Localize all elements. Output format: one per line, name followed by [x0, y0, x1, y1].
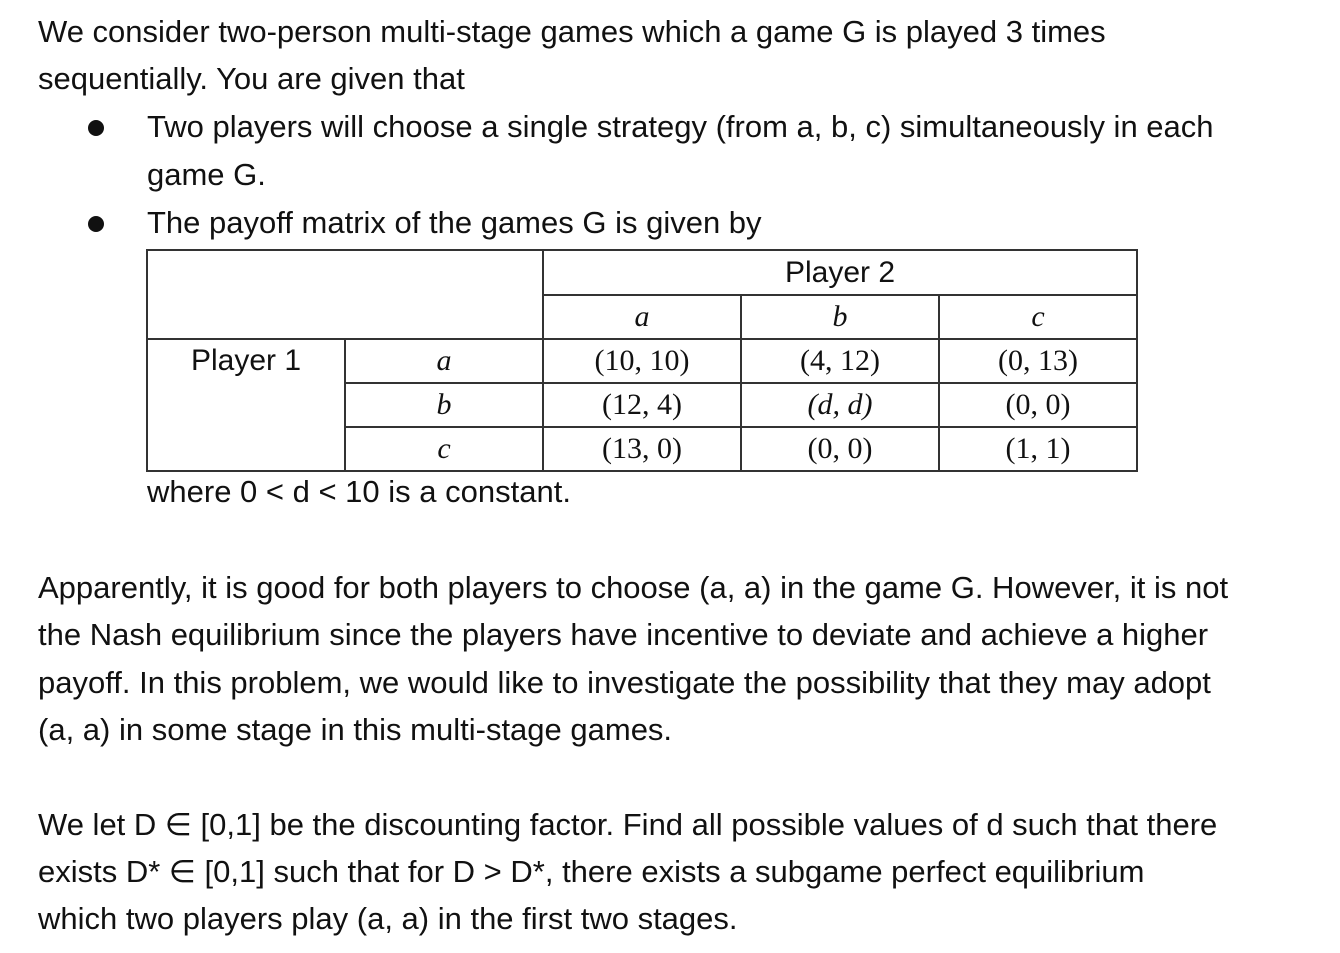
payoff-cell: (4, 12)	[741, 339, 939, 383]
paragraph2-line-3: payoff. In this problem, we would like to investigate the possibility that they may adopt	[38, 665, 1211, 700]
intro-line-1: We consider two-person multi-stage games which a game G is played 3 times	[38, 14, 1106, 49]
bullet-dot-icon	[88, 120, 104, 136]
paragraph2-line-1: Apparently, it is good for both players to choose (a, a) in the game G. However, it is not	[38, 570, 1229, 605]
bullet-1-line-1: Two players will choose a single strategy (from a, b, c) simultaneously in each	[147, 109, 1214, 144]
constant-note: where 0 < d < 10 is a constant.	[147, 474, 571, 509]
paragraph3-line-3: which two players play (a, a) in the first two stages.	[38, 901, 738, 936]
payoff-cell: (12, 4)	[543, 383, 741, 427]
row-player-label: Player 1	[147, 339, 345, 471]
matrix-corner	[147, 250, 543, 339]
col-strategy-c: c	[939, 295, 1137, 339]
payoff-matrix	[146, 249, 1138, 472]
row-strategy-c: c	[345, 427, 543, 471]
col-player-label: Player 2	[543, 250, 1137, 295]
paragraph3-line-1: We let D ∈ [0,1] be the discounting factor. Find all possible values of d such that there	[38, 807, 1218, 842]
intro-line-2: sequentially. You are given that	[38, 61, 465, 96]
bullet-1-line-2: game G.	[147, 157, 266, 192]
payoff-cell: (0, 0)	[741, 427, 939, 471]
col-strategy-b: b	[741, 295, 939, 339]
col-strategy-a: a	[543, 295, 741, 339]
payoff-cell: (1, 1)	[939, 427, 1137, 471]
bullet-2-line-1: The payoff matrix of the games G is given by	[147, 205, 762, 240]
payoff-cell: (10, 10)	[543, 339, 741, 383]
paragraph2-line-4: (a, a) in some stage in this multi-stage games.	[38, 712, 673, 747]
payoff-cell: (0, 0)	[939, 383, 1137, 427]
row-strategy-b: b	[345, 383, 543, 427]
row-strategy-a: a	[345, 339, 543, 383]
payoff-cell: (d, d)	[741, 383, 939, 427]
payoff-cell: (0, 13)	[939, 339, 1137, 383]
payoff-cell: (13, 0)	[543, 427, 741, 471]
paragraph3-line-2: exists D* ∈ [0,1] such that for D > D*, there exists a subgame perfect equilibrium	[38, 854, 1145, 889]
bullet-dot-icon	[88, 216, 104, 232]
paragraph2-line-2: the Nash equilibrium since the players have incentive to deviate and achieve a higher	[38, 617, 1209, 652]
